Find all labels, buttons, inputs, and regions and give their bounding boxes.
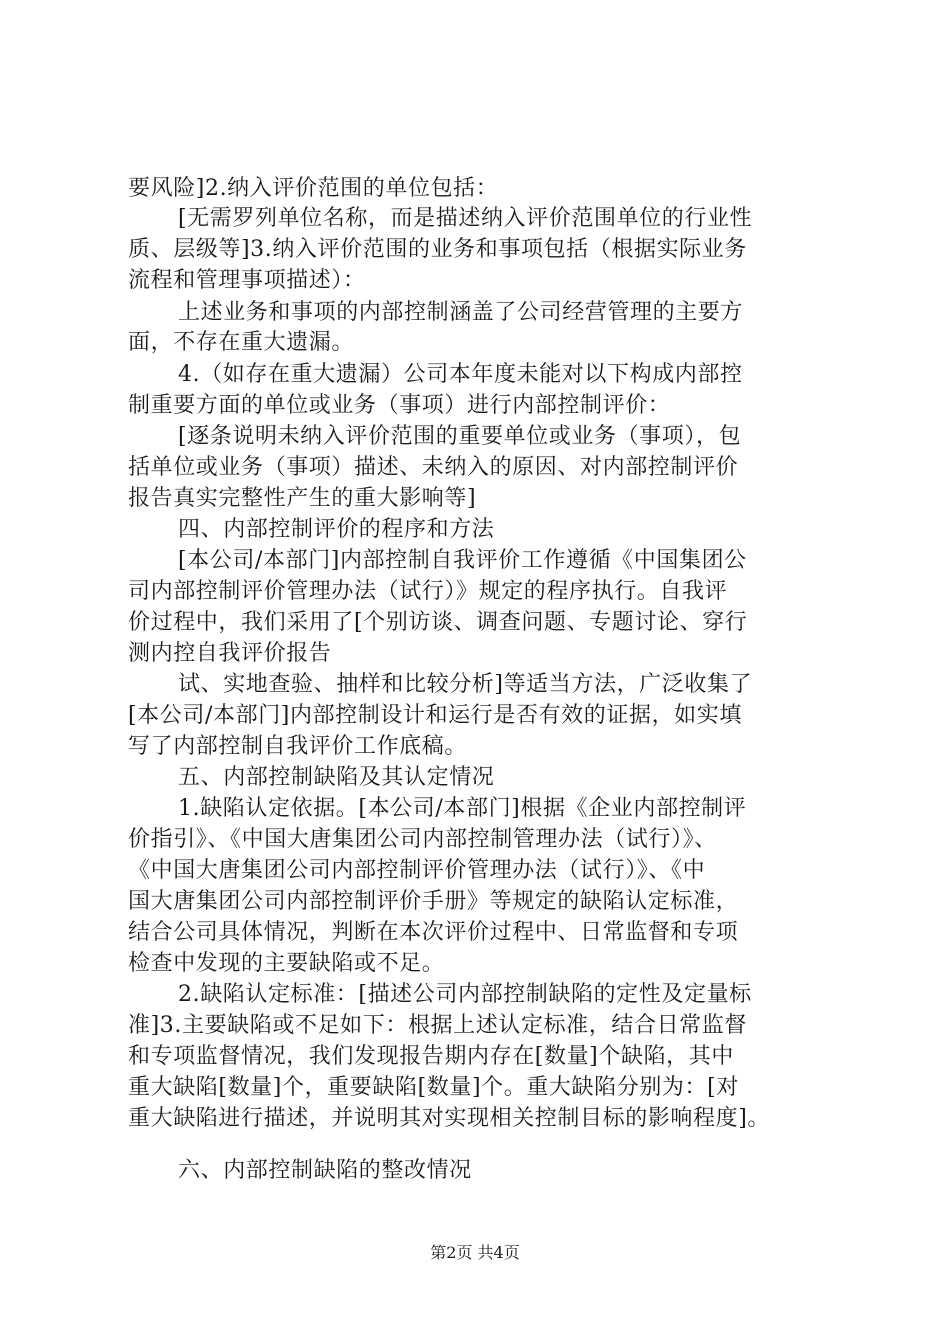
text-line-31: 重大缺陷进行描述，并说明其对实现相关控制目标的影响程度]。 [128,1106,770,1131]
text-line-16: 测内控自我评价报告 [128,641,332,666]
text-line-10: 括单位或业务（事项）描述、未纳入的原因、对内部控制评价 [128,455,739,480]
text-line-19: 写了内部控制自我评价工作底稿。 [128,734,468,759]
text-line-3: 质、层级等]3.纳入评价范围的业务和事项包括（根据实际业务 [128,237,747,262]
section-heading-4: 四、内部控制评价的程序和方法 [178,517,495,542]
text-line-27: 2.缺陷认定标准：[描述公司内部控制缺陷的定性及定量标 [178,982,752,1007]
text-line-2: [无需罗列单位名称，而是描述纳入评价范围单位的行业性 [178,206,753,231]
text-line-30: 重大缺陷[数量]个，重要缺陷[数量]个。重大缺陷分别为：[对 [128,1075,739,1100]
page-number-footer: 第2页 共4页 [430,1243,520,1262]
text-line-22: 价指引》、《中国大唐集团公司内部控制管理办法（试行）》、 [128,827,717,852]
text-line-5: 上述业务和事项的内部控制涵盖了公司经营管理的主要方 [178,300,744,325]
text-line-9: [逐条说明未纳入评价范围的重要单位或业务（事项），包 [178,424,742,449]
text-line-1: 要风险]2.纳入评价范围的单位包括： [128,176,499,201]
text-line-4: 流程和管理事项描述）： [128,268,366,293]
text-line-8: 制重要方面的单位或业务（事项）进行内部控制评价： [128,393,671,418]
text-line-21: 1.缺陷认定依据。[本公司/本部门]根据《企业内部控制评 [178,796,747,821]
text-line-18: [本公司/本部门]内部控制设计和运行是否有效的证据，如实填 [128,703,742,728]
text-line-17: 试、实地查验、抽样和比较分析]等适当方法，广泛收集了 [178,672,753,697]
text-line-6: 面，不存在重大遗漏。 [128,330,355,355]
text-line-24: 国大唐集团公司内部控制评价手册》等规定的缺陷认定标准， [128,889,739,914]
text-line-15: 价过程中，我们采用了[个别访谈、调查问题、专题讨论、穿行 [128,610,748,635]
section-heading-6: 六、内部控制缺陷的整改情况 [178,1158,472,1183]
section-heading-5: 五、内部控制缺陷及其认定情况 [178,765,495,790]
text-line-28: 准]3.主要缺陷或不足如下：根据上述认定标准，结合日常监督 [128,1013,747,1038]
text-line-14: 司内部控制评价管理办法（试行）》规定的程序执行。自我评 [128,579,728,604]
text-line-11: 报告真实完整性产生的重大影响等] [128,486,477,511]
text-line-26: 检查中发现的主要缺陷或不足。 [128,951,445,976]
text-line-29: 和专项监督情况，我们发现报告期内存在[数量]个缺陷，其中 [128,1044,734,1069]
text-line-23: 《中国大唐集团公司内部控制评价管理办法（试行）》、《中 [128,858,706,883]
text-line-13: [本公司/本部门]内部控制自我评价工作遵循《中国集团公 [178,548,747,573]
text-line-25: 结合公司具体情况，判断在本次评价过程中、日常监督和专项 [128,920,739,945]
text-line-7: 4.（如存在重大遗漏）公司本年度未能对以下构成内部控 [178,362,743,387]
